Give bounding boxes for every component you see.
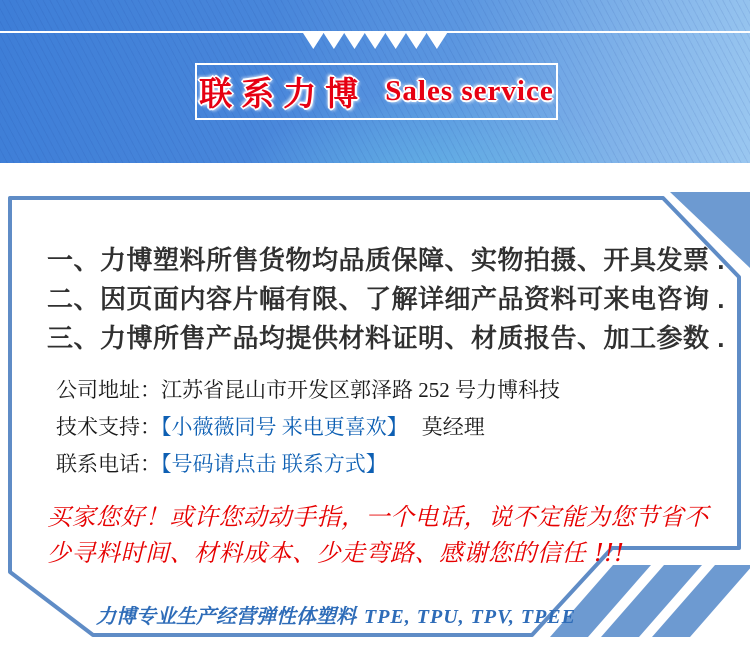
guarantee-point-3: 三、力博所售产品均提供材料证明、材质报告、加工参数 .	[47, 323, 725, 353]
phone-link[interactable]: 【号码请点击 联系方式】	[161, 452, 387, 476]
footer-tagline	[96, 600, 576, 629]
support-label: 技术支持：	[56, 415, 161, 439]
buyer-greeting	[47, 499, 709, 571]
greeting-line-2: 少寻料时间、材料成本、少走弯路、感谢您的信任 !!!	[47, 539, 625, 567]
footer-tagline-english: TPE, TPU, TPV, TPEE	[364, 606, 576, 628]
phone-line	[56, 446, 560, 483]
contact-info-block	[56, 372, 560, 483]
guarantee-point-1: 一、力博塑料所售货物均品质保障、实物拍摄、开具发票 .	[47, 245, 725, 275]
phone-label: 联系电话：	[56, 452, 161, 476]
address-line	[56, 372, 560, 409]
guarantee-point-2: 二、因页面内容片幅有限、了解详细产品资料可来电咨询 .	[47, 284, 725, 314]
address-label: 公司地址：	[56, 378, 161, 402]
support-line	[56, 409, 560, 446]
banner-title-chinese: 联系力博	[199, 75, 368, 112]
banner-title-english: Sales service	[385, 75, 554, 107]
guarantee-points-list	[47, 241, 725, 358]
support-link[interactable]: 【小薇薇同号 来电更喜欢】	[161, 415, 408, 439]
greeting-line-1: 买家您好！或许您动动手指，一个电话，说不定能为您节省不	[47, 503, 709, 531]
support-contact-name: 莫经理	[421, 415, 485, 439]
address-value: 江苏省昆山市开发区郭泽路 252 号力博科技	[161, 378, 560, 402]
footer-tagline-chinese: 力博专业生产经营弹性体塑料	[96, 606, 356, 628]
